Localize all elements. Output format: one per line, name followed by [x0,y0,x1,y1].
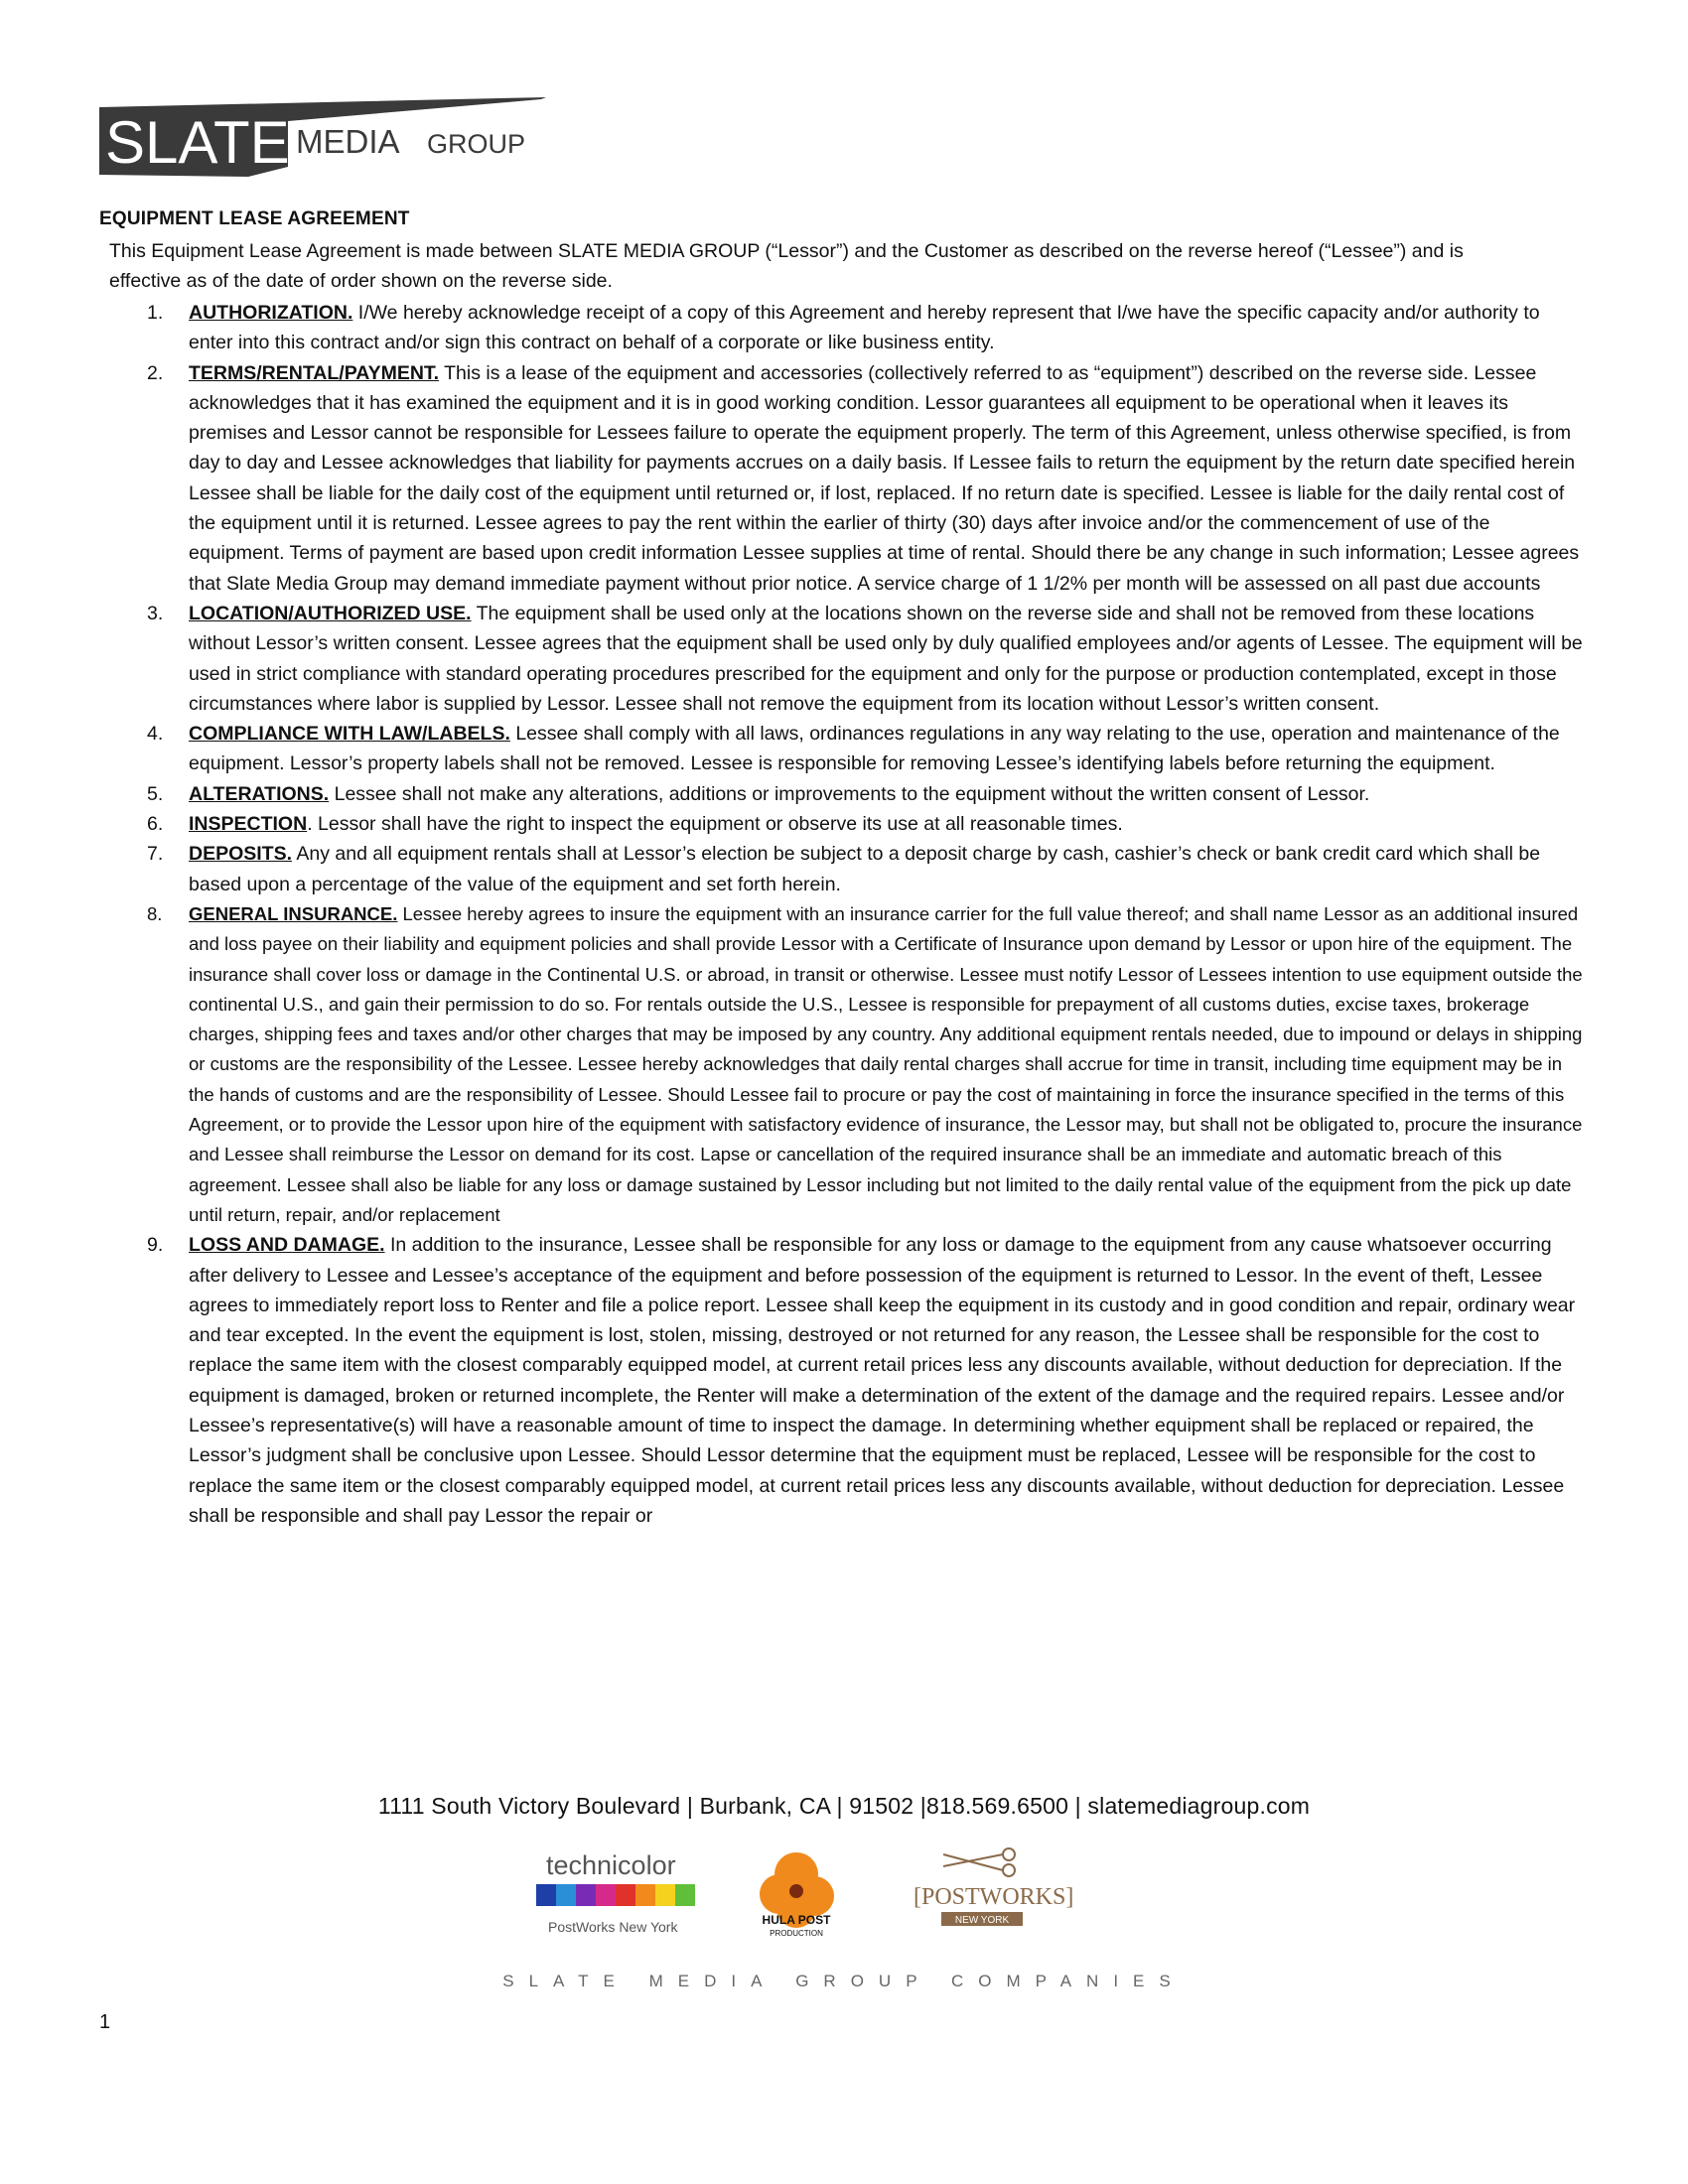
hula-production-text: PRODUCTION [770,1929,823,1938]
postworks-sub-text: NEW YORK [954,1915,1010,1926]
clause-text: . Lessor shall have the right to inspect the equipment or observe its use at all reasonable times. [307,813,1123,836]
clause-heading: LOCATION/AUTHORIZED USE. [189,602,472,624]
logo-media-text: MEDIA [296,123,400,160]
clauses-list [0,298,1688,1531]
clause-number: 8. [147,902,163,924]
clause-text: I/We hereby acknowledge receipt of a copy of this Agreement and hereby represent that I/we have the specific capacity and/or authority to enter into this contract and/or sign this contract on behalf of a corporate or like business entity. [189,302,1540,354]
clause-heading: INSPECTION [189,813,308,836]
clause-text: This is a lease of the equipment and accessories (collectively referred to as “equipment”) described on the reverse side. Lessee acknowledges that it has examined the equipment and it is in good working condition. Lessor guarantees all equipment to be operational when it leaves its premises and Lessor cannot be responsible for Lessees failure to operate the equipment properly. The term of this Agreement, unless otherwise specified, is from day to day and Lessee acknowledges that liability for payments accrues on a daily basis. If Lessee fails to return the equipment by the return date specified herein Lessee shall be liable for the daily cost of the equipment until returned or, if lost, replaced. If no return date is specified. Lessee is liable for the daily rental cost of the equipment until it is returned. Lessee agrees to pay the rent within the earlier of thirty (30) days after invoice and/or the commencement of use of the equipment. Terms of payment are based upon credit information Lessee supplies at time of rental. Should there be any change in such information; Lessee agrees that Slate Media Group may demand immediate payment without prior notice. A service charge of 1 1/2% per month will be assessed on all past due accounts [189,361,1580,595]
clause-inspection [0,809,1587,839]
clause-number: 1. [147,302,164,324]
slate-media-group-logo [99,97,546,177]
clause-authorization [0,298,1587,358]
logo-group-text: GROUP [427,129,526,159]
clause-heading: GENERAL INSURANCE. [189,902,398,924]
clause-number: 9. [147,1234,164,1257]
clause-number: 6. [147,813,164,836]
clause-location-authorized-use [0,599,1587,719]
clause-number: 4. [147,723,164,746]
clause-heading: AUTHORIZATION. [189,302,353,324]
clause-terms-rental-payment [0,358,1587,599]
clause-number: 5. [147,782,164,805]
clause-number: 2. [147,361,164,384]
clause-text: Lessee hereby agrees to insure the equipment with an insurance carrier for the full value thereof; and shall name Lessor as an additional insured and loss payee on their liability and equipment policies and shall provide Lessor with a Certificate of Insurance upon demand by Lessor or upon hire of the equipment. The insurance shall cover loss or damage in the Continental U.S. or abroad, in transit or otherwise. Lessee must notify Lessor of Lessees intention to use equipment outside the continental U.S., and gain their permission to do so. For rentals outside the U.S., Lessee is responsible for prepayment of all customs duties, excise taxes, brokerage charges, shipping fees and taxes and/or other charges that may be imposed by any country. Any additional equipment rentals needed, due to impound or delays in shipping or customs are the responsibility of the Lessee. Lessee hereby acknowledges that daily rental charges shall accrue for time in transit, including time equipment may be in the hands of customs and are the responsibility of Lessee. Should Lessee fail to procure or pay the cost of maintaining in force the insurance specified in the terms of this Agreement, or to provide the Lessor upon hire of the equipment with satisfactory evidence of insurance, the Lessor may, but shall not be obligated to, procure the insurance and Lessee shall reimburse the Lessor on demand for its cost. Lapse or cancellation of the required insurance shall be an immediate and automatic breach of this agreement. Lessee shall also be liable for any loss or damage sustained by Lessor including but not limited to the daily rental value of the equipment from the pick up date until return, repair, and/or replacement [189,902,1583,1225]
clause-general-insurance [0,899,1587,1230]
clause-heading: TERMS/RENTAL/PAYMENT. [189,361,440,384]
footer-address: 1111 South Victory Boulevard | Burbank, CA | 91502 |818.569.6500 | slatemediagroup.com [377,1793,1311,1819]
clause-text: Lessee shall comply with all laws, ordinances regulations in any way relating to the use, operation and maintenance of the equipment. Lessor’s property labels shall not be removed. Lessee is responsible for removing Lessee’s identifying labels before returning the equipment. [189,723,1560,775]
logo-slate-text: SLATE [105,109,290,176]
hula-post-text: HULA POST [762,1913,831,1927]
clause-number: 7. [147,843,164,866]
intro-paragraph: This Equipment Lease Agreement is made between SLATE MEDIA GROUP (“Lessor”) and the Customer as described on the reverse hereof (“Lessee”) and is effective as of the date of order shown on the reverse side. [109,240,1464,293]
clause-number: 3. [147,602,164,624]
clause-heading: ALTERATIONS. [189,782,330,805]
postworks-text: [POSTWORKS] [914,1884,1074,1910]
clause-text: In addition to the insurance, Lessee shall be responsible for any loss or damage to the equipment from any cause whatsoever occurring after delivery to Lessee and Lessee’s acceptance of the equipment and before possession of the equipment is returned to Lessor. In the event of theft, Lessee agrees to immediately report loss to Renter and file a police report. Lessee shall keep the equipment in its custody and in good condition and repair, ordinary wear and tear excepted. In the event the equipment is lost, stolen, missing, destroyed or not returned for any reason, the Lessee shall be responsible for the cost to replace the same item with the closest comparably equipped model, at current retail prices less any discounts available, without deduction for depreciation. If the equipment is damaged, broken or returned incomplete, the Renter will make a determination of the extent of the damage and the required repairs. Lessee and/or Lessee’s representative(s) will have a reasonable amount of time to inspect the damage. In determining whether equipment shall be replaced or repaired, the Lessor’s judgment shall be conclusive upon Lessee. Should Lessor determine that the equipment must be replaced, Lessee will be responsible for the cost to replace the same item or the closest comparably equipped model, at current retail prices less any discounts available, without deduction for depreciation. Lessee shall be responsible and shall pay Lessor the repair or [189,1234,1576,1527]
company-logos [536,1846,1132,1956]
clause-heading: COMPLIANCE WITH LAW/LABELS. [189,723,510,746]
document-title: EQUIPMENT LEASE AGREEMENT [99,208,410,229]
page-number: 1 [99,2011,111,2033]
postworks-logo [914,1848,1073,1926]
clause-loss-and-damage [0,1230,1587,1531]
technicolor-wordmark: technicolor [546,1850,676,1880]
clause-compliance [0,719,1587,779]
clause-deposits [0,839,1587,899]
clause-heading: DEPOSITS. [189,843,293,866]
hula-post-logo [760,1852,834,1938]
technicolor-logo [536,1850,695,1935]
clause-text: Lessee shall not make any alterations, additions or improvements to the equipment without the written consent of Lessor. [329,782,1370,805]
clause-alterations [0,779,1587,809]
clause-text: Any and all equipment rentals shall at Lessor’s election be subject to a deposit charge by cash, cashier’s check or bank credit card which shall be based upon a percentage of the value of the equipment and set forth herein. [189,843,1541,895]
clause-heading: LOSS AND DAMAGE. [189,1234,385,1257]
companies-tagline: SLATE MEDIA GROUP COMPANIES [502,1972,1186,1990]
clause-text: The equipment shall be used only at the locations shown on the reverse side and shall not be removed from these locations without Lessor’s written consent. Lessee agrees that the equipment shall be used only by duly qualified employees and/or agents of Lessee. The equipment will be used in strict compliance with standard operating procedures prescribed for the equipment and only for the purpose or production contemplated, except in those circumstances where labor is supplied by Lessor. Lessee shall not remove the equipment from its location without Lessor’s written consent. [189,602,1583,715]
technicolor-sub-text: PostWorks New York [548,1919,678,1935]
